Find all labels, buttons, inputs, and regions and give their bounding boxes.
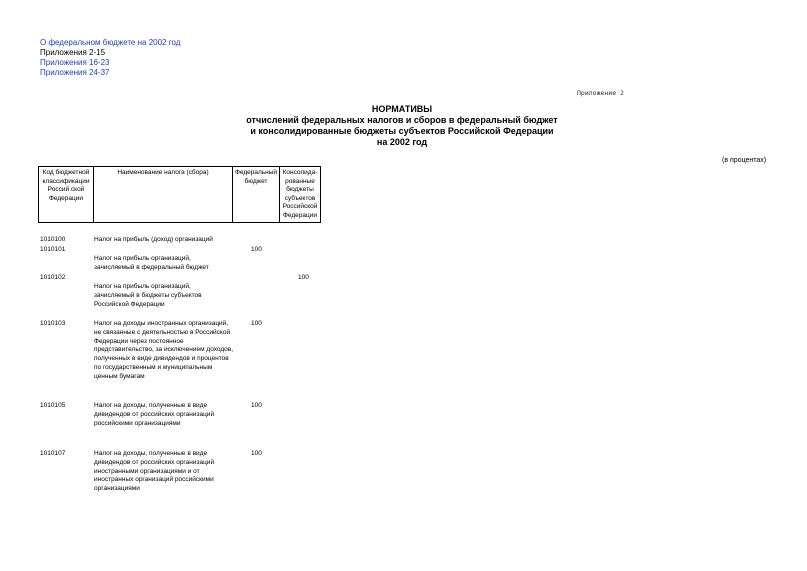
law-title-link[interactable]: О федеральном бюджете на 2002 год — [40, 38, 181, 47]
row-5-federal: 100 — [251, 402, 262, 409]
column-header-name: Наименование налога (сбора) — [94, 167, 233, 223]
appendices-24-37-link[interactable]: Приложения 24-37 — [40, 68, 110, 77]
row-4-name: Налог на доходы иностранных организаций, не связанные с деятельностью в Российской Федерации через постоянное представительство, за исключением доходов, полученных в виде дивидендов и процентов по государственным и муниципальным ценным бумагам — [94, 320, 234, 380]
row-4-code: 1010103 — [40, 320, 66, 327]
row-6-name: Налог на доходы, полученные в виде дивидендов от российских организаций иностранными организациями и от иностранных организаций российскими организациями — [94, 450, 215, 493]
unit-note: (в процентах) — [722, 157, 767, 164]
heading-title: НОРМАТИВЫ — [371, 104, 433, 114]
row-2-code: 1010101 — [40, 246, 66, 253]
column-header-consolidated: Консолида-рованные бюджеты субъектов Российской Федерации — [280, 167, 321, 223]
row-2-name: Налог на прибыль организаций, зачисляемый в федеральный бюджет — [94, 255, 209, 271]
row-1-code: 1010100 — [40, 236, 66, 243]
row-2-federal: 100 — [251, 246, 262, 253]
appendices-2-15-label: Приложения 2-15 — [40, 48, 106, 57]
table-header — [38, 166, 321, 223]
row-5-code: 1010105 — [40, 402, 66, 409]
row-1-name: Налог на прибыль (доход) организаций — [94, 236, 213, 243]
row-5-name: Налог на доходы, полученные в виде дивидендов от российских организаций российскими организациями — [94, 402, 215, 427]
row-3-consolidated: 100 — [298, 274, 309, 281]
row-3-name: Налог на прибыль организаций, зачисляемый в бюджеты субъектов Российской Федерации — [94, 283, 202, 308]
appendices-16-23-link[interactable]: Приложения 16-23 — [40, 58, 110, 67]
heading-line-3: и консолидированные бюджеты субъектов Российской Федерации — [250, 126, 554, 136]
column-header-federal: Федеральный бюджет — [233, 167, 280, 223]
row-6-code: 1010107 — [40, 450, 66, 457]
heading-line-2: отчислений федеральных налогов и сборов в федеральный бюджет — [246, 115, 558, 125]
column-header-code: Код бюджетной классификации Россий ской Федерации — [39, 167, 94, 223]
row-4-federal: 100 — [251, 320, 262, 327]
row-6-federal: 100 — [251, 450, 262, 457]
appendix-label: Приложение 2 — [577, 89, 624, 97]
row-3-code: 1010102 — [40, 274, 66, 281]
heading-line-4: на 2002 год — [376, 137, 428, 147]
